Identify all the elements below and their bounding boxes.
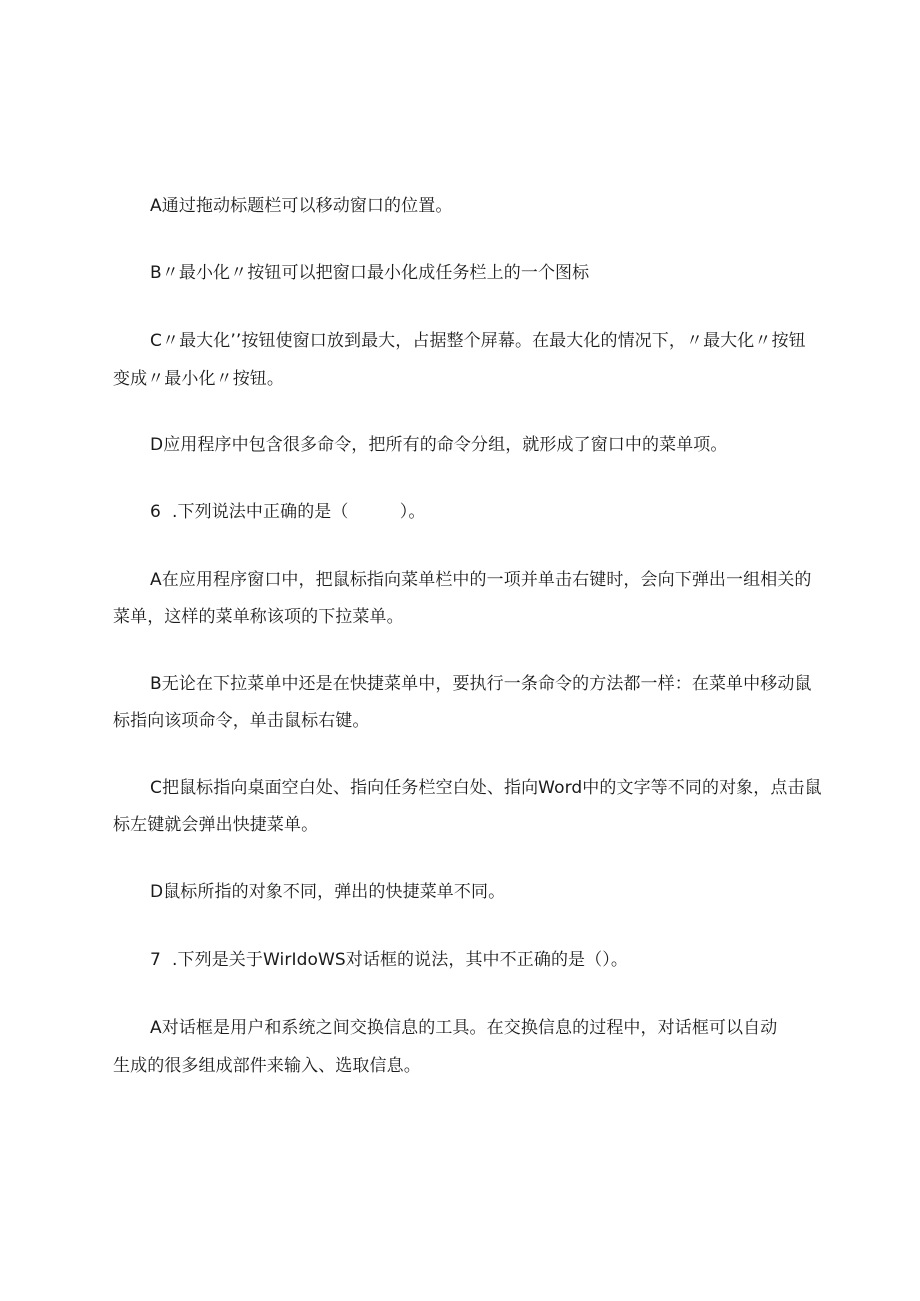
option-6b-line-1: B无论在下拉菜单中还是在快捷菜单中，要执行一条命令的方法都一样：在菜单中移动鼠: [150, 674, 812, 694]
question-7-number: 7: [150, 950, 161, 970]
option-6d: D鼠标所指的对象不同，弹出的快捷菜单不同。: [150, 882, 506, 902]
question-7-text: .下列是关于WirIdoWS对话框的说法，其中不正确的是（）。: [172, 950, 628, 970]
option-6c-line-2: 标左键就会弹出快捷菜单。: [113, 815, 319, 835]
option-7a-line-1: A对话框是用户和系统之间交换信息的工具。在交换信息的过程中，对话框可以自动: [150, 1018, 778, 1038]
option-6a-line-2: 菜单，这样的菜单称该项的下拉菜单。: [113, 607, 404, 627]
option-7a-line-2: 生成的很多组成部件来输入、选取信息。: [113, 1056, 421, 1076]
option-6a-line-1: A在应用程序窗口中，把鼠标指向菜单栏中的一项并单击右键时，会向下弹出一组相关的: [150, 570, 812, 590]
option-5b: B〃最小化〃按钮可以把窗口最小化成任务栏上的一个图标: [150, 263, 590, 283]
question-7: [150, 950, 628, 970]
option-6b-line-2: 标指向该项命令，单击鼠标右键。: [113, 711, 370, 731]
option-5c-line-2: 变成〃最小化〃按钮。: [113, 369, 284, 389]
question-6: [150, 502, 426, 522]
option-5a: A通过拖动标题栏可以移动窗口的位置。: [150, 196, 453, 216]
option-5d: D应用程序中包含很多命令，把所有的命令分组，就形成了窗口中的菜单项。: [150, 435, 728, 455]
question-6-text: .下列说法中正确的是（ ）。: [172, 502, 426, 522]
option-6c-line-1: C把鼠标指向桌面空白处、指向任务栏空白处、指向Word中的文字等不同的对象，点击鼠: [150, 778, 822, 798]
option-5c-line-1: C〃最大化’’按钮使窗口放到最大，占据整个屏幕。在最大化的情况下，〃最大化〃按钮: [150, 331, 806, 351]
question-6-number: 6: [150, 502, 161, 522]
